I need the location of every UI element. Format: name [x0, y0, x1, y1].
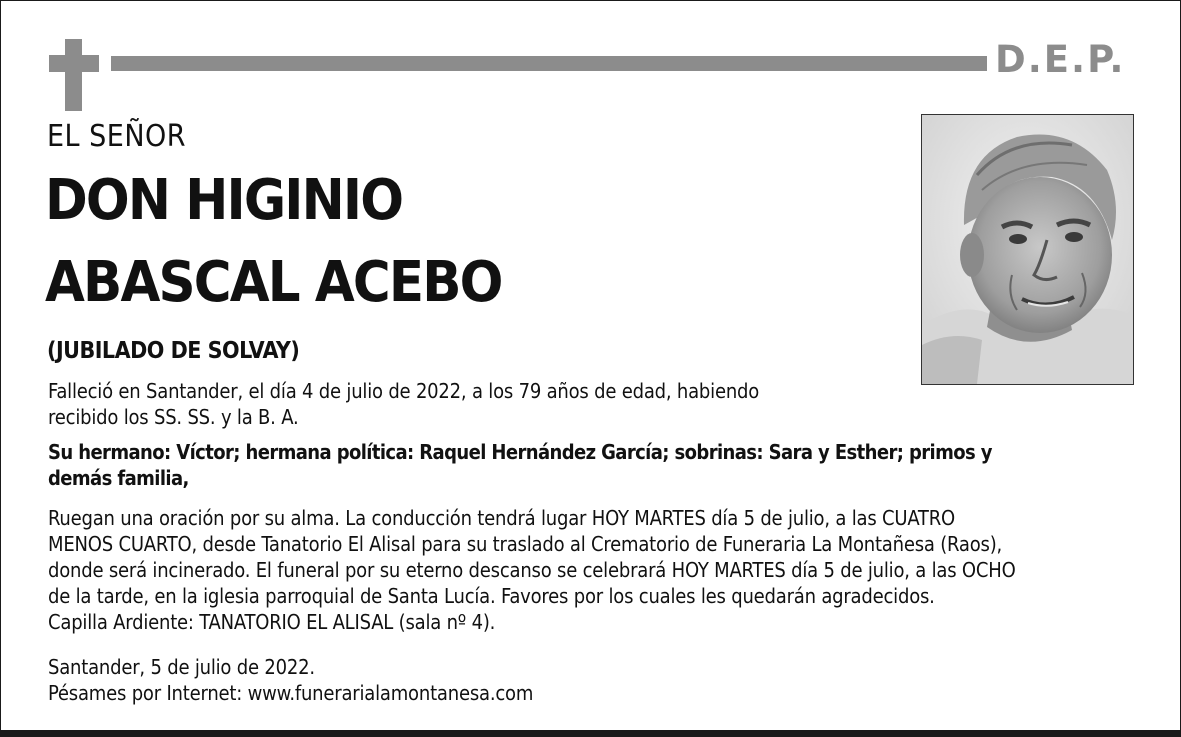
family-paragraph: Su hermano: Víctor; hermana política: Raquel Hernández García; sobrinas: Sara y Esther; primos y demás familia,: [48, 440, 992, 490]
place-date-paragraph: Santander, 5 de julio de 2022. Pésames por Internet: www.funerarialamontanesa.com: [48, 655, 534, 705]
deceased-name-line1: DON HIGINIO: [45, 168, 403, 233]
cross-icon: [49, 39, 99, 111]
portrait-photo: [921, 114, 1134, 385]
ceremony-paragraph: Ruegan una oración por su alma. La conducción tendrá lugar HOY MARTES día 5 de julio, a las CUATRO MENOS CUARTO, desde Tanatorio El Alisal para su traslado al Crematorio de Funeraria La Montañesa (Raos), donde será incinerado. El funeral por su eterno descanso se celebrará HOY MARTES día 5 de julio, a las OCHO de la tarde, en la iglesia parroquial de Santa Lucía. Favores por los cuales les quedarán agradecidos. Capilla Ardiente: TANATORIO EL ALISAL (sala nº 4).: [48, 506, 1016, 634]
header-rule: [111, 56, 987, 71]
honorific: EL SEÑOR: [47, 119, 187, 154]
portrait-photo-icon: [922, 115, 1133, 384]
deceased-name-line2: ABASCAL ACEBO: [45, 250, 502, 315]
death-notice-paragraph: Falleció en Santander, el día 4 de julio de 2022, a los 79 años de edad, habiendo recibido los SS. SS. y la B. A.: [48, 379, 760, 429]
dep-label: D.E.P.: [995, 38, 1126, 81]
occupation: (JUBILADO DE SOLVAY): [47, 338, 300, 364]
bottom-border-bar: [1, 730, 1180, 736]
